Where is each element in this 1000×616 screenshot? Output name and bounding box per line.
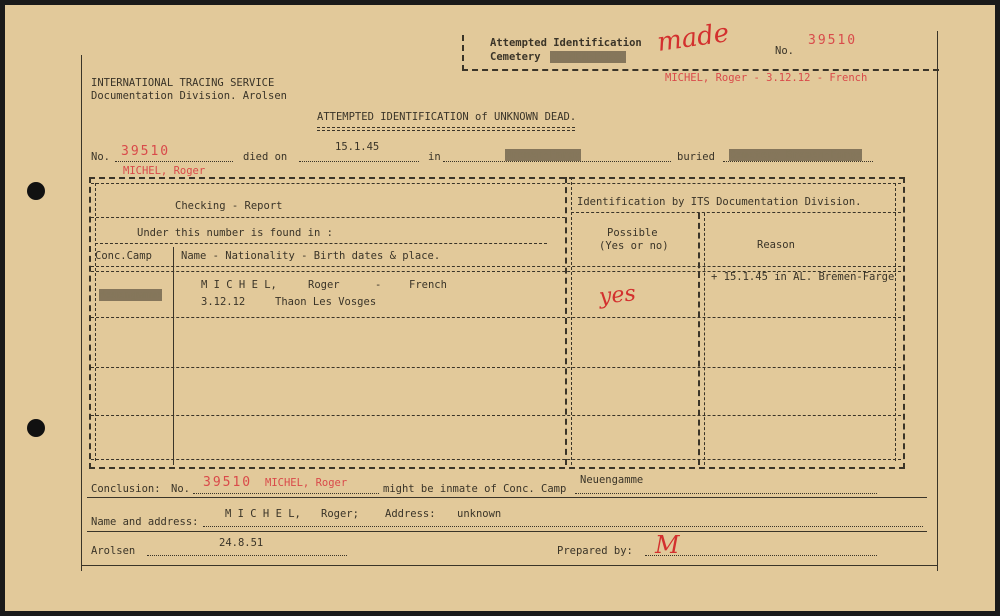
ident-header: Identification by ITS Documentation Division. — [577, 196, 862, 208]
address-label: Address: — [385, 508, 436, 520]
header-box-cemetery-label: Cemetery — [490, 51, 541, 63]
row1-name: M I C H E L, — [201, 279, 277, 291]
record-buried-label: buried — [677, 151, 715, 163]
name-address-rule — [87, 531, 927, 532]
record-no-label: No. — [91, 151, 110, 163]
header-box-line1: Attempted Identification — [490, 37, 642, 49]
col-header-name: Name - Nationality - Birth dates & place. — [181, 250, 441, 262]
footer-date: 24.8.51 — [219, 537, 264, 549]
col-header-camp: Conc.Camp — [95, 250, 152, 262]
record-in-label: in — [428, 151, 441, 163]
row1-reason: + 15.1.45 in AL. Bremen-Farge — [711, 271, 895, 283]
conclusion-rule — [87, 497, 927, 498]
table-div-camp — [173, 247, 174, 465]
header-row-rule-a — [91, 266, 901, 267]
row-rule-1 — [91, 317, 901, 318]
table-div-right-inner — [895, 183, 896, 461]
row1-first: Roger — [308, 279, 340, 291]
checking-report-header: Checking - Report — [175, 200, 283, 212]
header-box-cemetery-value: BREMEN-FARGE — [550, 51, 626, 63]
table-div-ident-b — [571, 177, 572, 465]
conclusion-label: Conclusion: — [91, 483, 161, 495]
page-title: ATTEMPTED IDENTIFICATION of UNKNOWN DEAD. — [317, 111, 577, 123]
col-header-reason: Reason — [757, 239, 795, 251]
row1-camp: Neuengamme — [99, 289, 163, 301]
footer-place: Arolsen — [91, 545, 136, 557]
row-rule-2 — [91, 367, 901, 368]
table-bottom-inner — [91, 459, 901, 460]
conclusion-camp: Neuengamme — [580, 474, 644, 486]
prepared-by-label: Prepared by: — [557, 545, 633, 557]
table-div-reason-b — [704, 213, 705, 465]
row1-nationality: French — [409, 279, 447, 291]
record-name-red: MICHEL, Roger — [123, 165, 206, 177]
header-no-value: 39510 — [808, 33, 858, 48]
left-border — [81, 55, 82, 571]
table-div-ident-a — [565, 177, 567, 465]
table-top-inner — [91, 183, 901, 184]
address-value: unknown — [457, 508, 502, 520]
subject-header: MICHEL, Roger - 3.12.12 - French — [665, 72, 868, 84]
name-address-dots — [203, 516, 923, 527]
under-number-rule — [95, 243, 547, 244]
conclusion-no-value: 39510 — [203, 475, 253, 490]
row-rule-3 — [91, 415, 901, 416]
record-in-value: Bremen-Farge — [505, 149, 581, 161]
name-address-name: M I C H E L, — [225, 508, 301, 520]
bottom-rule — [81, 565, 937, 566]
index-card — [5, 5, 995, 611]
table-div-left-inner — [95, 183, 96, 461]
title-underline — [317, 127, 575, 131]
punch-hole-bottom — [27, 419, 45, 437]
checking-header-rule — [91, 217, 565, 218]
prepared-by-initial: M — [655, 531, 680, 559]
ident-header-rule — [571, 212, 901, 213]
col-header-possible-2: (Yes or no) — [599, 240, 669, 252]
row1-birth-place: Thaon Les Vosges — [275, 296, 377, 308]
row1-possible: yes — [597, 281, 637, 310]
conclusion-no-label: No. — [171, 483, 190, 495]
record-died-label: died on — [243, 151, 288, 163]
table-div-reason-a — [698, 213, 700, 465]
row1-birth-date: 3.12.12 — [201, 296, 246, 308]
conclusion-name-value: MICHEL, Roger — [265, 477, 348, 489]
right-border — [937, 31, 938, 571]
name-address-label: Name and address: — [91, 516, 199, 528]
record-no-value: 39510 — [121, 144, 171, 159]
punch-hole-top — [27, 182, 45, 200]
handwritten-made: made — [655, 18, 731, 58]
conclusion-middle: might be inmate of Conc. Camp — [383, 483, 567, 495]
row1-dash: - — [375, 279, 382, 291]
col-header-possible-1: Possible — [607, 227, 658, 239]
name-address-first: Roger; — [321, 508, 359, 520]
record-buried-value: Cemetery Bremen-Farge — [729, 149, 862, 161]
org-line2: Documentation Division. Arolsen — [91, 90, 287, 102]
under-number-header: Under this number is found in : — [137, 227, 333, 239]
record-died-value: 15.1.45 — [335, 141, 380, 153]
header-no-label: No. — [775, 45, 794, 57]
org-line1: INTERNATIONAL TRACING SERVICE — [91, 77, 275, 89]
table-frame — [89, 177, 905, 469]
